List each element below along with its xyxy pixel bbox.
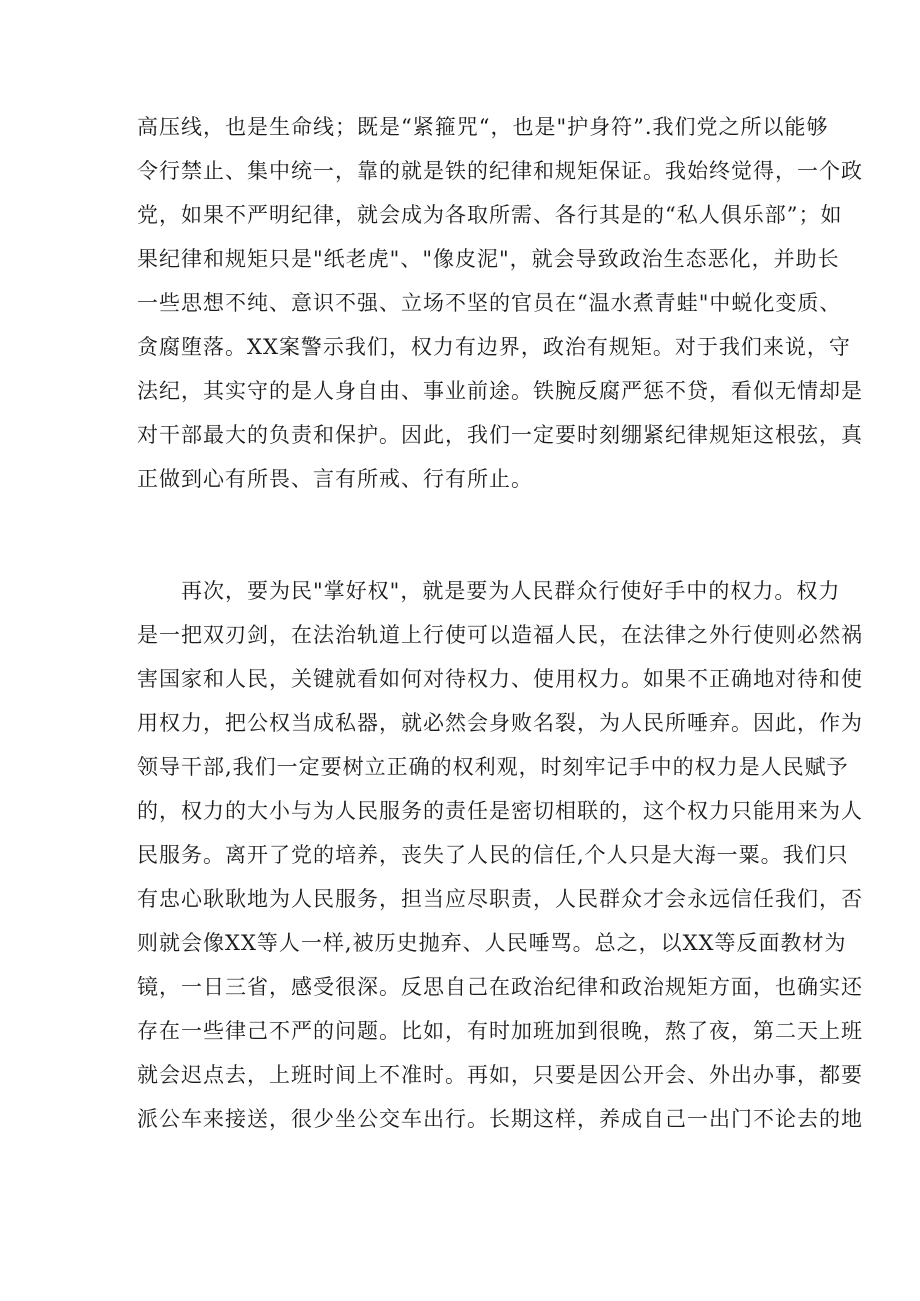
text-line: 派公车来接送，很少坐公交车出行。长期这样，养成自己一出门不论去的地	[137, 1107, 863, 1131]
text-line: 存在一些律己不严的问题。比如，有时加班加到很晚，熬了夜，第二天上班	[137, 1019, 863, 1043]
text-line: 有忠心耿耿地为人民服务，担当应尽职责，人民群众才会永远信任我们，否	[137, 887, 863, 911]
text-line: 令行禁止、集中统一，靠的就是铁的纪律和规矩保证。我始终觉得，一个政	[137, 159, 863, 183]
text-line: 正做到心有所畏、言有所戒、行有所止。	[137, 467, 533, 491]
text-line: 则就会像XX等人一样,被历史抛弃、人民唾骂。总之，以XX等反面教材为	[137, 931, 847, 955]
text-line: 高压线，也是生命线；既是“紧箍咒“，也是"护身符”.我们党之所以能够	[137, 115, 829, 139]
text-line: 民服务。离开了党的培养，丧失了人民的信任,个人只是大海一粟。我们只	[137, 843, 849, 867]
text-line: 镜，一日三省，感受很深。反思自己在政治纪律和政治规矩方面，也确实还	[137, 975, 863, 999]
text-line: 果纪律和规矩只是"纸老虎"、"像皮泥"，就会导致政治生态恶化，并助长	[137, 247, 840, 271]
paragraph-power	[137, 569, 863, 1141]
text-line: 对干部最大的负责和保护。因此，我们一定要时刻绷紧纪律规矩这根弦，真	[137, 423, 863, 447]
text-line: 是一把双刃剑，在法治轨道上行使可以造福人民，在法律之外行使则必然祸	[137, 623, 863, 647]
text-line: 再次，要为民"掌好权"，就是要为人民群众行使好手中的权力。权力	[137, 579, 841, 603]
text-line: 的，权力的大小与为人民服务的责任是密切相联的，这个权力只能用来为人	[137, 799, 863, 823]
text-line: 党，如果不严明纪律，就会成为各取所需、各行其是的“私人俱乐部”；如	[137, 203, 843, 227]
text-line: 法纪，其实守的是人身自由、事业前途。铁腕反腐严惩不贷，看似无情却是	[137, 379, 863, 403]
text-line: 用权力，把公权当成私器，就必然会身败名裂，为人民所唾弃。因此，作为	[137, 711, 863, 735]
text-line: 领导干部,我们一定要树立正确的权利观，时刻牢记手中的权力是人民赋予	[137, 755, 849, 779]
text-line: 就会迟点去，上班时间上不准时。再如，只要是因公开会、外出办事，都要	[137, 1063, 863, 1087]
text-line: 害国家和人民，关键就看如何对待权力、使用权力。如果不正确地对待和使	[137, 667, 863, 691]
text-line: 贪腐堕落。XX案警示我们，权力有边界，政治有规矩。对于我们来说，守	[137, 335, 851, 359]
text-line: 一些思想不纯、意识不强、立场不坚的官员在“温水煮青蛙"中蜕化变质、	[137, 291, 842, 315]
paragraph-discipline	[137, 105, 863, 501]
